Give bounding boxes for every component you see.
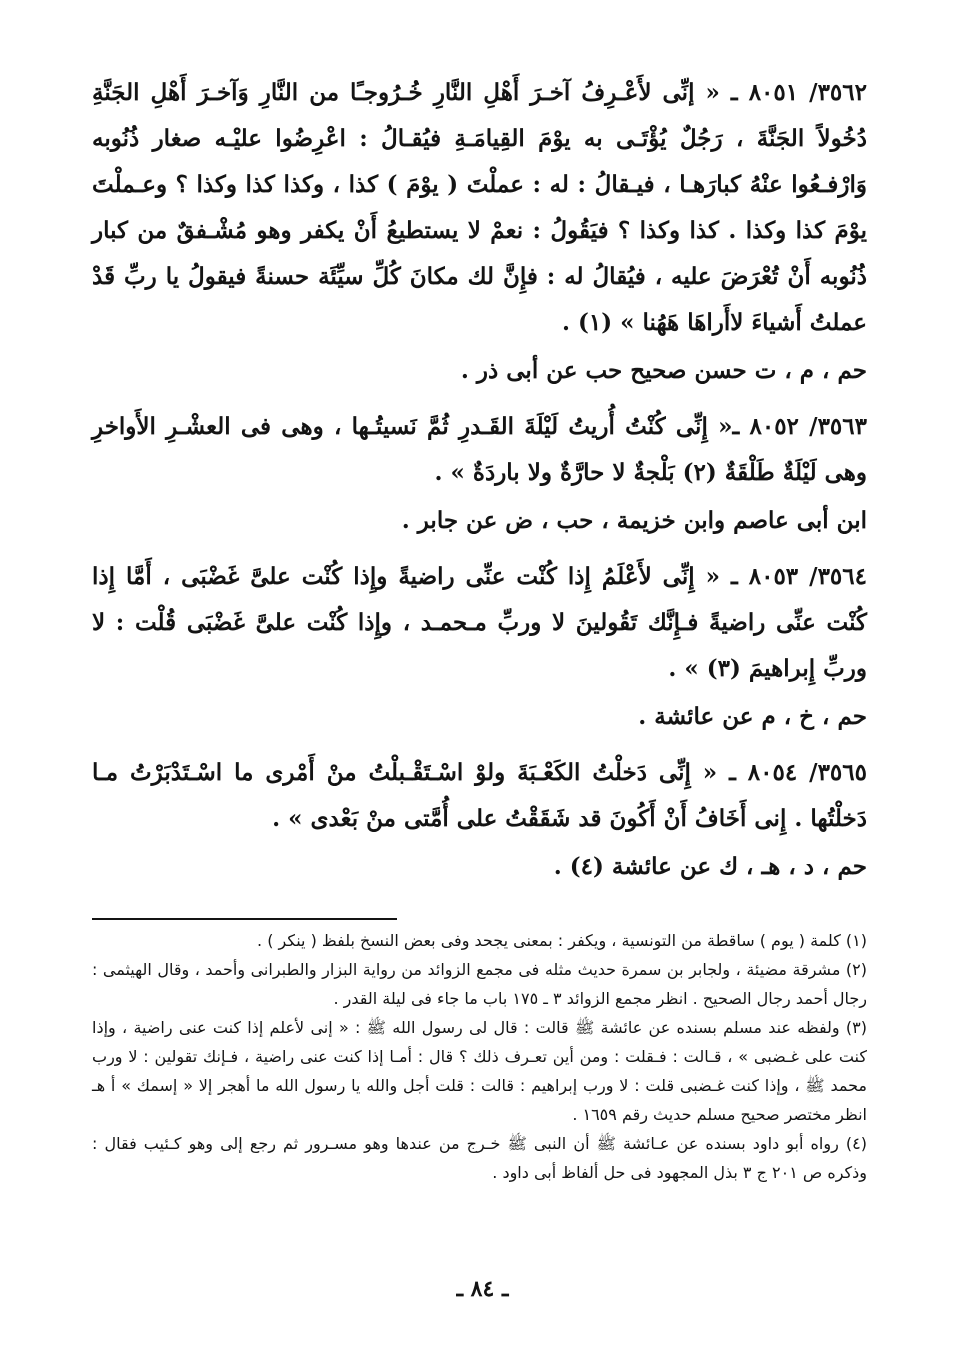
hadith-entry: [92, 404, 867, 496]
hadith-source: حم ، خ ، م عن عائشة .: [638, 703, 867, 730]
footnote-separator: [92, 918, 397, 920]
hadith-number: ٣٥٦٤/ ٨٠٥٣: [748, 563, 867, 590]
hadith-number: ٣٥٦٣/ ٨٠٥٢: [749, 413, 867, 440]
footnote: (٤) رواه أبو داود بسنده عن عـائشة ﷺ أن النبى ﷺ خـرج من عندها وهو مسـرور ثم رجع إلى وهو كـئيب فقال : وذكره ص ٢٠١ ج ٣ بذل المجهود فى حل ألفاظ أبى داود .: [92, 1134, 867, 1182]
footnotes: [92, 926, 867, 1187]
hadith-entry: [92, 70, 867, 346]
hadith-source: حم ، د ، هـ ، ك عن عائشة (٤) .: [553, 853, 867, 880]
footnote: (٣) ولفظه عند مسلم بسنده عن عائشة ﷺ قالت : قال لى رسول الله ﷺ : « إنى لأعلم إذا كنت عنى راضية ، وإذا كنت على غـضبى » ، قـالت : فـقلت : ومن أين تعـرف ذلك ؟ قال : أمـا إذا كنت عنى راضية ، فـإنك تقولين : لا ورب محمد ﷺ ، وإذا كنت غـضبى قلت : لا ورب إبراهيم : قالت : قلت أجل والله يا رسول الله ما أهجر إلا « إسمك » أ هـ انظر مختصر صحيح مسلم حديث رقم ١٦٥٩ .: [92, 1018, 867, 1124]
hadith-number: ٣٥٦٥/ ٨٠٥٤: [747, 759, 867, 786]
hadith-source: ابن أبى عاصم وابن خزيمة ، حب ، ض عن جابر .: [401, 507, 867, 534]
hadith-entry: [92, 750, 867, 842]
hadith-entry: [92, 554, 867, 692]
hadith-list: [92, 70, 867, 890]
hadith-text: ـ « إِنِّى لأَعْلَمُ إِذا كُنْت عنِّى راضيةً وإِذا كُنْت علىَّ غَضْبَى ، أَمَّا إِذا كُنْت عنِّى راضيةً فـإِنَّك تَقُولينَ لا وربِّ مـحمـد ، وإِذا كُنْت علىَّ غَضْبَى قُلْت : لا وربِّ إِبراهيمَ (٣) » .: [92, 563, 867, 682]
hadith-number: ٣٥٦٢/ ٨٠٥١: [748, 79, 867, 106]
footnote: (٢) مشرقة مضيئة ، ولجابر بن سمرة حديث مثله فى مجمع الزوائد من رواية البزار والطبرانى وأحمد ، وقال الهيثمى : رجال أحمد رجال الصحيح . انظر مجمع الزوائد ٣ ـ ١٧٥ باب ما جاء فى ليلة القدر .: [92, 960, 867, 1008]
hadith-text: ـ « إِنِّى دَخلْتُ الكَعْـبَةَ ولوْ اسْـتَقْـبلْتُ منْ أَمْرى ما اسْـتَدْبَرْتُ مـا دَخلْتُها . إِنى أَخَافُ أَنْ أَكُونَ قد شَقَقْتُ على أُمَّتى منْ بَعْدى » .: [92, 759, 867, 832]
footnote: (١) كلمة ( يوم ) ساقطة من التونسية ، ويكفر : بمعنى يجحد وفى بعض النسخ بلفظ ( ينكر ) .: [257, 931, 867, 950]
page-number: ـ ٨٤ ـ: [456, 1276, 509, 1302]
hadith-source: حم ، م ، ت حسن صحيح حب عن أبى ذر .: [460, 357, 867, 384]
hadith-text: ـ« إِنِّى كُنْتُ أُريتُ لَيْلَةَ القَـدرِ ثُمَّ نَسيتُـها ، وهى فى العشْـرِ الأَواخرِ وهى لَيْلَةٌ طَلْقَةٌ (٢) بَلْجةٌ لا حارَّةٌ ولا باردَةٌ » .: [92, 413, 867, 486]
hadith-text: ـ « إنِّى لأَعْـرِفُ آخـرَ أَهْلِ النَّارِ خُـرُوجـًا من النَّارِ وَآخـرَ أَهْلِ الجَنَّةِ دُخُولاً الجَنَّةَ ، رَجُلٌ يُؤْتَـى به يوْمَ القِيامَـةِ فيُقـالُ : اعْرِضُوا عليْـه صغار ذُنُوبه وَارْفـعُوا عنْهُ كبارَهـا ، فيـقالُ : له : عملْتَ ( يوْمَ ) كذا ، وكذا كذا وكذا ؟ وعـملْتَ يوْمَ كذا وكذا . كذا وكذا ؟ فيَقُولُ : نعمْ لا يستطيعُ أَنْ يكفر وهو مُشْـفقٌ من كبار ذُنُوبه أَنْ تُعْرَضَ عليه ، فيُقالُ له : فإِنَّ لك مكانَ كُلِّ سيِّئَة حسنةً فيقولُ يا ربِّ قَدْ عملتُ أَشياءَ لاأَراهَا هَهُنا » (١) .: [92, 79, 867, 336]
